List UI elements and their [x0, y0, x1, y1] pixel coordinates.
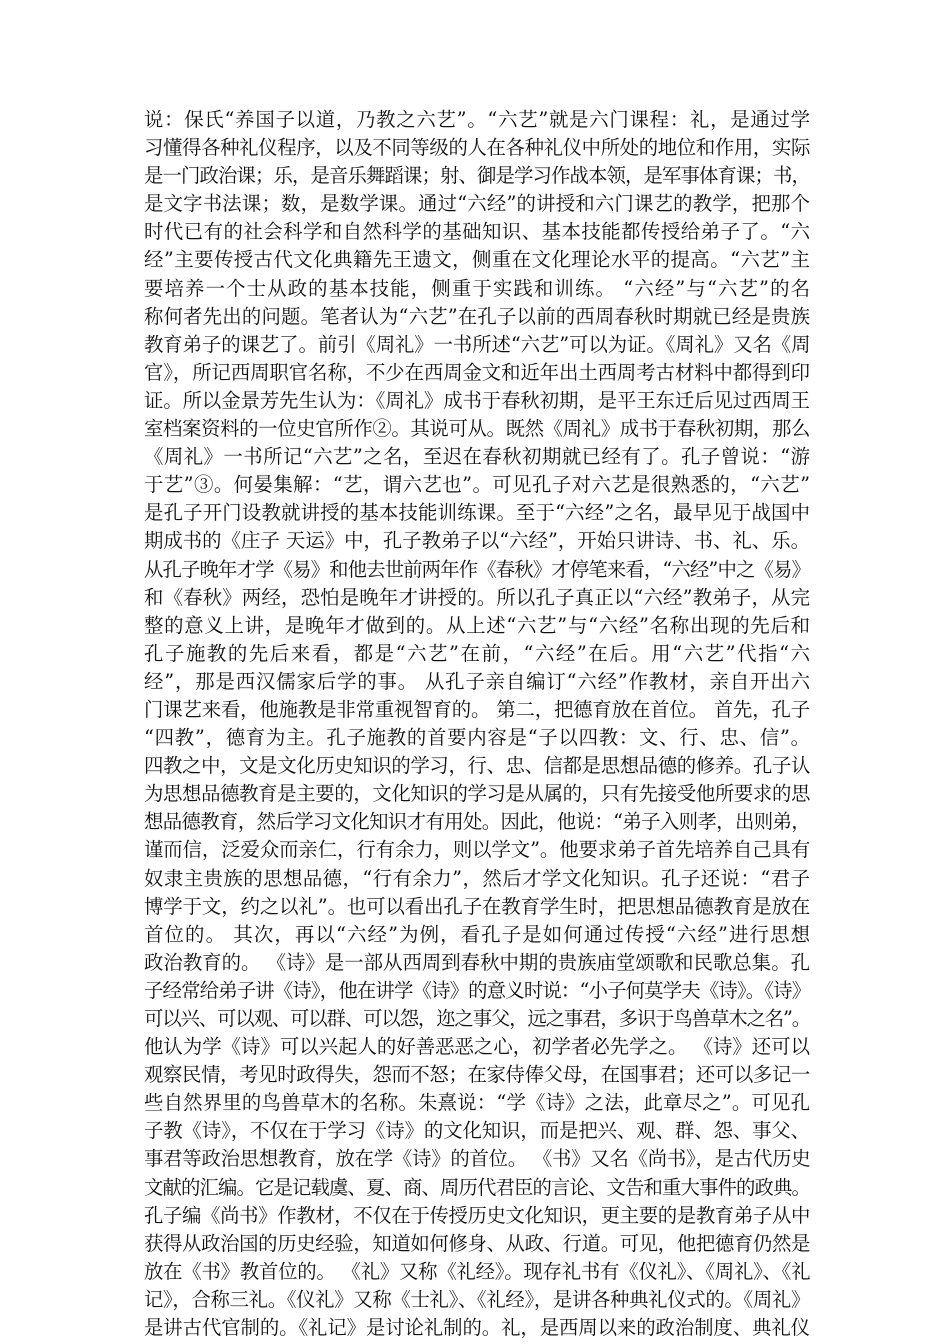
text-line: 整的意义上讲，是晚年才做到的。从上述“六艺”与“六经”名称出现的先后和: [144, 613, 810, 637]
text-line: 文献的汇编。它是记载虞、夏、商、周历代君臣的言论、文告和重大事件的政典。: [144, 1175, 810, 1199]
text-line: 为思想品德教育是主要的，文化知识的学习是从属的，只有先接受他所要求的思: [144, 782, 810, 806]
text-line: 可以兴、可以观、可以群、可以怨，迩之事父，远之事君，多识于鸟兽草木之名”。: [144, 1007, 810, 1030]
text-line: 期成书的《庄子 天运》中，孔子教弟子以“六经”，开始只讲诗、书、礼、乐。: [144, 529, 810, 553]
text-line: 习懂得各种礼仪程序，以及不同等级的人在各种礼仪中所处的地位和作用，实际: [144, 136, 810, 160]
text-line: 想品德教育，然后学习文化知识才有用处。因此，他说：“弟子入则孝，出则弟，: [144, 810, 810, 834]
text-line: 《周礼》一书所记“六艺”之名，至迟在春秋初期就已经有了。孔子曾说：“游: [144, 445, 810, 469]
text-line: 放在《书》教首位的。 《礼》又称《礼经》。现存礼书有《仪礼》、《周礼》、《礼: [144, 1259, 810, 1283]
text-line: 记》，合称三礼。《仪礼》又称《士礼》、《礼经》，是讲各种典礼仪式的。《周礼》: [144, 1287, 810, 1311]
text-line: 说：保氏“养国子以道，乃教之六艺”。“六艺”就是六门课程：礼，是通过学: [144, 108, 810, 131]
text-line: 四教之中，文是文化历史知识的学习，行、忠、信都是思想品德的修养。孔子认: [144, 754, 810, 778]
body-text: [144, 106, 810, 1342]
text-line: 获得从政治国的历史经验，知道如何修身、从政、行道。可见，他把德育仍然是: [144, 1231, 810, 1255]
text-line: 证。所以金景芳先生认为：《周礼》成书于春秋初期，是平王东迁后见过西周王: [144, 388, 810, 412]
text-line: 孔子施教的先后来看，都是“六艺”在前，“六经”在后。用“六艺”代指“六: [144, 641, 810, 665]
text-line: 子教《诗》，不仅在于学习《诗》的文化知识，而是把兴、观、群、怨、事父、: [144, 1119, 810, 1143]
text-line: 事君等政治思想教育，放在学《诗》的首位。 《书》又名《尚书》，是古代历史: [144, 1147, 810, 1171]
text-line: “四教”，德育为主。孔子施教的首要内容是“子以四教：文、行、忠、信”。: [144, 726, 810, 750]
text-line: 经”，那是西汉儒家后学的事。 从孔子亲自编订“六经”作教材，亲自开出六: [144, 669, 810, 693]
text-line: 博学于文，约之以礼”。也可以看出孔子在教育学生时，把思想品德教育是放在: [144, 894, 810, 918]
text-line: 和《春秋》两经，恐怕是晚年才讲授的。所以孔子真正以“六经”教弟子，从完: [144, 585, 810, 609]
text-line: 教育弟子的课艺了。前引《周礼》一书所述“六艺”可以为证。《周礼》又名《周: [144, 332, 810, 356]
text-line: 些自然界里的鸟兽草木的名称。朱熹说：“学《诗》之法，此章尽之”。可见孔: [144, 1091, 810, 1115]
text-line: 是讲古代官制的。《礼记》是讨论礼制的。礼，是西周以来的政治制度、典礼仪: [144, 1316, 810, 1340]
text-line: 官》，所记西周职官名称，不少在西周金文和近年出土西周考古材料中都得到印: [144, 360, 810, 384]
text-line: 于艺”③。何晏集解：“艺，谓六艺也”。可见孔子对六艺是很熟悉的，“六艺”: [144, 473, 810, 497]
text-line: 他认为学《诗》可以兴起人的好善恶恶之心，初学者必先学之。 《诗》还可以: [144, 1035, 810, 1059]
text-line: 称何者先出的问题。笔者认为“六艺”在孔子以前的西周春秋时期就已经是贵族: [144, 304, 810, 328]
text-line: 时代已有的社会科学和自然科学的基础知识、基本技能都传授给弟子了。“六: [144, 220, 810, 244]
text-line: 要培养一个士从政的基本技能，侧重于实践和训练。 “六经”与“六艺”的名: [144, 276, 810, 300]
text-line: 是文字书法课；数，是数学课。通过“六经”的讲授和六门课艺的教学，把那个: [144, 192, 810, 216]
text-line: 室档案资料的一位史官所作②。其说可从。既然《周礼》成书于春秋初期，那么: [144, 417, 810, 441]
text-line: 经”主要传授古代文化典籍先王遗文，侧重在文化理论水平的提高。“六艺”主: [144, 248, 810, 272]
text-line: 首位的。 其次，再以“六经”为例，看孔子是如何通过传授“六经”进行思想: [144, 922, 810, 946]
text-line: 孔子编《尚书》作教材，不仅在于传授历史文化知识，更主要的是教育弟子从中: [144, 1203, 810, 1227]
text-line: 从孔子晚年才学《易》和他去世前两年作《春秋》才停笔来看，“六经”中之《易》: [144, 557, 810, 581]
text-line: 是一门政治课；乐，是音乐舞蹈课；射、御是学习作战本领，是军事体育课；书，: [144, 164, 810, 188]
text-line: 谨而信，泛爱众而亲仁，行有余力，则以学文”。他要求弟子首先培养自己具有: [144, 838, 810, 862]
text-line: 子经常给弟子讲《诗》，他在讲学《诗》的意义时说：“小子何莫学夫《诗》。《诗》: [144, 978, 810, 1002]
text-line: 门课艺来看，他施教是非常重视智育的。 第二，把德育放在首位。 首先，孔子: [144, 697, 810, 721]
text-line: 奴隶主贵族的思想品德，“行有余力”，然后才学文化知识。孔子还说：“君子: [144, 866, 810, 890]
text-line: 政治教育的。 《诗》是一部从西周到春秋中期的贵族庙堂颂歌和民歌总集。孔: [144, 950, 810, 974]
text-line: 是孔子开门设教就讲授的基本技能训练课。至于“六经”之名，最早见于战国中: [144, 501, 810, 525]
text-line: 观察民情，考见时政得失，怨而不怒；在家侍俸父母，在国事君；还可以多记一: [144, 1063, 810, 1087]
